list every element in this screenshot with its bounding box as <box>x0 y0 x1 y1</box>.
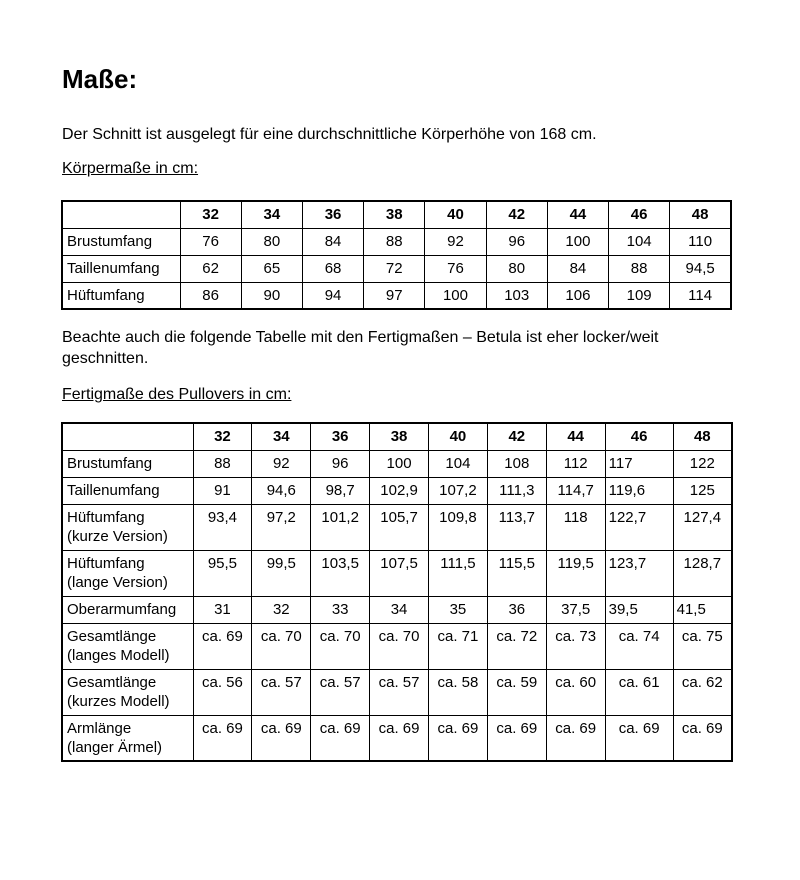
value-cell: 84 <box>547 255 608 282</box>
value-cell: 37,5 <box>546 596 605 623</box>
value-cell: 88 <box>193 450 252 477</box>
size-column-header: 48 <box>673 423 732 450</box>
value-cell: 123,7 <box>605 550 673 596</box>
value-cell: 97,2 <box>252 504 311 550</box>
body-measurements-table <box>61 200 732 310</box>
table-row <box>62 228 731 255</box>
table-row <box>62 669 732 715</box>
value-cell: ca. 61 <box>605 669 673 715</box>
value-cell: 128,7 <box>673 550 732 596</box>
value-cell: 100 <box>547 228 608 255</box>
row-label: Gesamtlänge (langes Modell) <box>62 623 193 669</box>
value-cell: 122,7 <box>605 504 673 550</box>
value-cell: ca. 73 <box>546 623 605 669</box>
value-cell: ca. 74 <box>605 623 673 669</box>
corner-cell <box>62 201 180 228</box>
value-cell: 90 <box>241 282 302 309</box>
value-cell: 62 <box>180 255 241 282</box>
value-cell: 88 <box>364 228 425 255</box>
value-cell: ca. 71 <box>429 623 488 669</box>
value-cell: 118 <box>546 504 605 550</box>
size-column-header: 38 <box>364 201 425 228</box>
size-header-row <box>62 201 731 228</box>
value-cell: 65 <box>241 255 302 282</box>
size-column-header: 34 <box>252 423 311 450</box>
row-label: Brustumfang <box>62 228 180 255</box>
value-cell: 72 <box>364 255 425 282</box>
value-cell: 108 <box>487 450 546 477</box>
value-cell: 35 <box>429 596 488 623</box>
value-cell: ca. 75 <box>673 623 732 669</box>
value-cell: ca. 69 <box>193 623 252 669</box>
note-text: Beachte auch die folgende Tabelle mit den Fertigmaßen – Betula ist eher locker/weit geschnitten. <box>62 329 659 367</box>
value-cell: 110 <box>670 228 731 255</box>
value-cell: 102,9 <box>370 477 429 504</box>
value-cell: 39,5 <box>605 596 673 623</box>
value-cell: 95,5 <box>193 550 252 596</box>
value-cell: 109 <box>609 282 670 309</box>
value-cell: 111,3 <box>487 477 546 504</box>
table-row <box>62 504 732 550</box>
table-row <box>62 550 732 596</box>
value-cell: ca. 58 <box>429 669 488 715</box>
value-cell: ca. 57 <box>370 669 429 715</box>
value-cell: 80 <box>241 228 302 255</box>
size-column-header: 42 <box>486 201 547 228</box>
row-label: Brustumfang <box>62 450 193 477</box>
value-cell: 109,8 <box>429 504 488 550</box>
value-cell: ca. 69 <box>673 715 732 761</box>
value-cell: ca. 62 <box>673 669 732 715</box>
value-cell: ca. 69 <box>370 715 429 761</box>
value-cell: ca. 69 <box>252 715 311 761</box>
size-column-header: 46 <box>605 423 673 450</box>
value-cell: 31 <box>193 596 252 623</box>
body-measurements-heading: Körpermaße in cm: <box>62 160 199 177</box>
value-cell: 86 <box>180 282 241 309</box>
value-cell: 92 <box>425 228 486 255</box>
value-cell: 94,5 <box>670 255 731 282</box>
row-label: Taillenumfang <box>62 255 180 282</box>
value-cell: 98,7 <box>311 477 370 504</box>
value-cell: 104 <box>429 450 488 477</box>
value-cell: 34 <box>370 596 429 623</box>
value-cell: 125 <box>673 477 732 504</box>
value-cell: 97 <box>364 282 425 309</box>
size-column-header: 42 <box>487 423 546 450</box>
size-column-header: 36 <box>311 423 370 450</box>
row-label: Hüftumfang <box>62 282 180 309</box>
value-cell: 80 <box>486 255 547 282</box>
value-cell: 119,6 <box>605 477 673 504</box>
value-cell: 111,5 <box>429 550 488 596</box>
value-cell: 127,4 <box>673 504 732 550</box>
value-cell: 32 <box>252 596 311 623</box>
value-cell: 76 <box>180 228 241 255</box>
row-label: Gesamtlänge (kurzes Modell) <box>62 669 193 715</box>
value-cell: 107,5 <box>370 550 429 596</box>
value-cell: ca. 70 <box>370 623 429 669</box>
value-cell: 113,7 <box>487 504 546 550</box>
value-cell: 93,4 <box>193 504 252 550</box>
table-row <box>62 450 732 477</box>
corner-cell <box>62 423 193 450</box>
size-column-header: 48 <box>670 201 731 228</box>
row-label: Armlänge (langer Ärmel) <box>62 715 193 761</box>
value-cell: 103 <box>486 282 547 309</box>
table-row <box>62 477 732 504</box>
size-header-row <box>62 423 732 450</box>
value-cell: 106 <box>547 282 608 309</box>
table-row <box>62 715 732 761</box>
value-cell: 84 <box>302 228 363 255</box>
value-cell: ca. 57 <box>252 669 311 715</box>
size-column-header: 32 <box>180 201 241 228</box>
table-row <box>62 596 732 623</box>
row-label: Hüftumfang (kurze Version) <box>62 504 193 550</box>
value-cell: 117 <box>605 450 673 477</box>
value-cell: 119,5 <box>546 550 605 596</box>
size-column-header: 40 <box>429 423 488 450</box>
value-cell: ca. 56 <box>193 669 252 715</box>
row-label: Taillenumfang <box>62 477 193 504</box>
value-cell: 91 <box>193 477 252 504</box>
value-cell: 105,7 <box>370 504 429 550</box>
size-column-header: 38 <box>370 423 429 450</box>
size-column-header: 32 <box>193 423 252 450</box>
row-label: Oberarmumfang <box>62 596 193 623</box>
value-cell: 104 <box>609 228 670 255</box>
table-row <box>62 623 732 669</box>
value-cell: ca. 69 <box>546 715 605 761</box>
value-cell: 100 <box>425 282 486 309</box>
value-cell: ca. 57 <box>311 669 370 715</box>
value-cell: ca. 69 <box>193 715 252 761</box>
value-cell: 96 <box>486 228 547 255</box>
value-cell: 114,7 <box>546 477 605 504</box>
value-cell: ca. 70 <box>252 623 311 669</box>
value-cell: 100 <box>370 450 429 477</box>
value-cell: 114 <box>670 282 731 309</box>
intro-text: Der Schnitt ist ausgelegt für eine durchschnittliche Körperhöhe von 168 cm. <box>62 126 597 143</box>
size-column-header: 46 <box>609 201 670 228</box>
value-cell: ca. 69 <box>429 715 488 761</box>
value-cell: 94 <box>302 282 363 309</box>
size-column-header: 44 <box>547 201 608 228</box>
value-cell: ca. 72 <box>487 623 546 669</box>
row-label: Hüftumfang (lange Version) <box>62 550 193 596</box>
value-cell: 94,6 <box>252 477 311 504</box>
finished-measurements-heading: Fertigmaße des Pullovers in cm: <box>62 386 292 403</box>
table-row <box>62 255 731 282</box>
value-cell: 99,5 <box>252 550 311 596</box>
page-title: Maße: <box>62 64 138 94</box>
value-cell: 107,2 <box>429 477 488 504</box>
value-cell: 33 <box>311 596 370 623</box>
table-row <box>62 282 731 309</box>
value-cell: ca. 59 <box>487 669 546 715</box>
value-cell: 96 <box>311 450 370 477</box>
value-cell: ca. 60 <box>546 669 605 715</box>
value-cell: ca. 70 <box>311 623 370 669</box>
value-cell: 41,5 <box>673 596 732 623</box>
value-cell: ca. 69 <box>605 715 673 761</box>
value-cell: 92 <box>252 450 311 477</box>
value-cell: ca. 69 <box>487 715 546 761</box>
value-cell: 36 <box>487 596 546 623</box>
size-column-header: 36 <box>302 201 363 228</box>
finished-measurements-table <box>61 422 733 762</box>
value-cell: 112 <box>546 450 605 477</box>
value-cell: 103,5 <box>311 550 370 596</box>
size-column-header: 34 <box>241 201 302 228</box>
size-column-header: 44 <box>546 423 605 450</box>
size-column-header: 40 <box>425 201 486 228</box>
value-cell: 101,2 <box>311 504 370 550</box>
value-cell: 76 <box>425 255 486 282</box>
value-cell: 88 <box>609 255 670 282</box>
value-cell: 68 <box>302 255 363 282</box>
value-cell: ca. 69 <box>311 715 370 761</box>
value-cell: 115,5 <box>487 550 546 596</box>
value-cell: 122 <box>673 450 732 477</box>
